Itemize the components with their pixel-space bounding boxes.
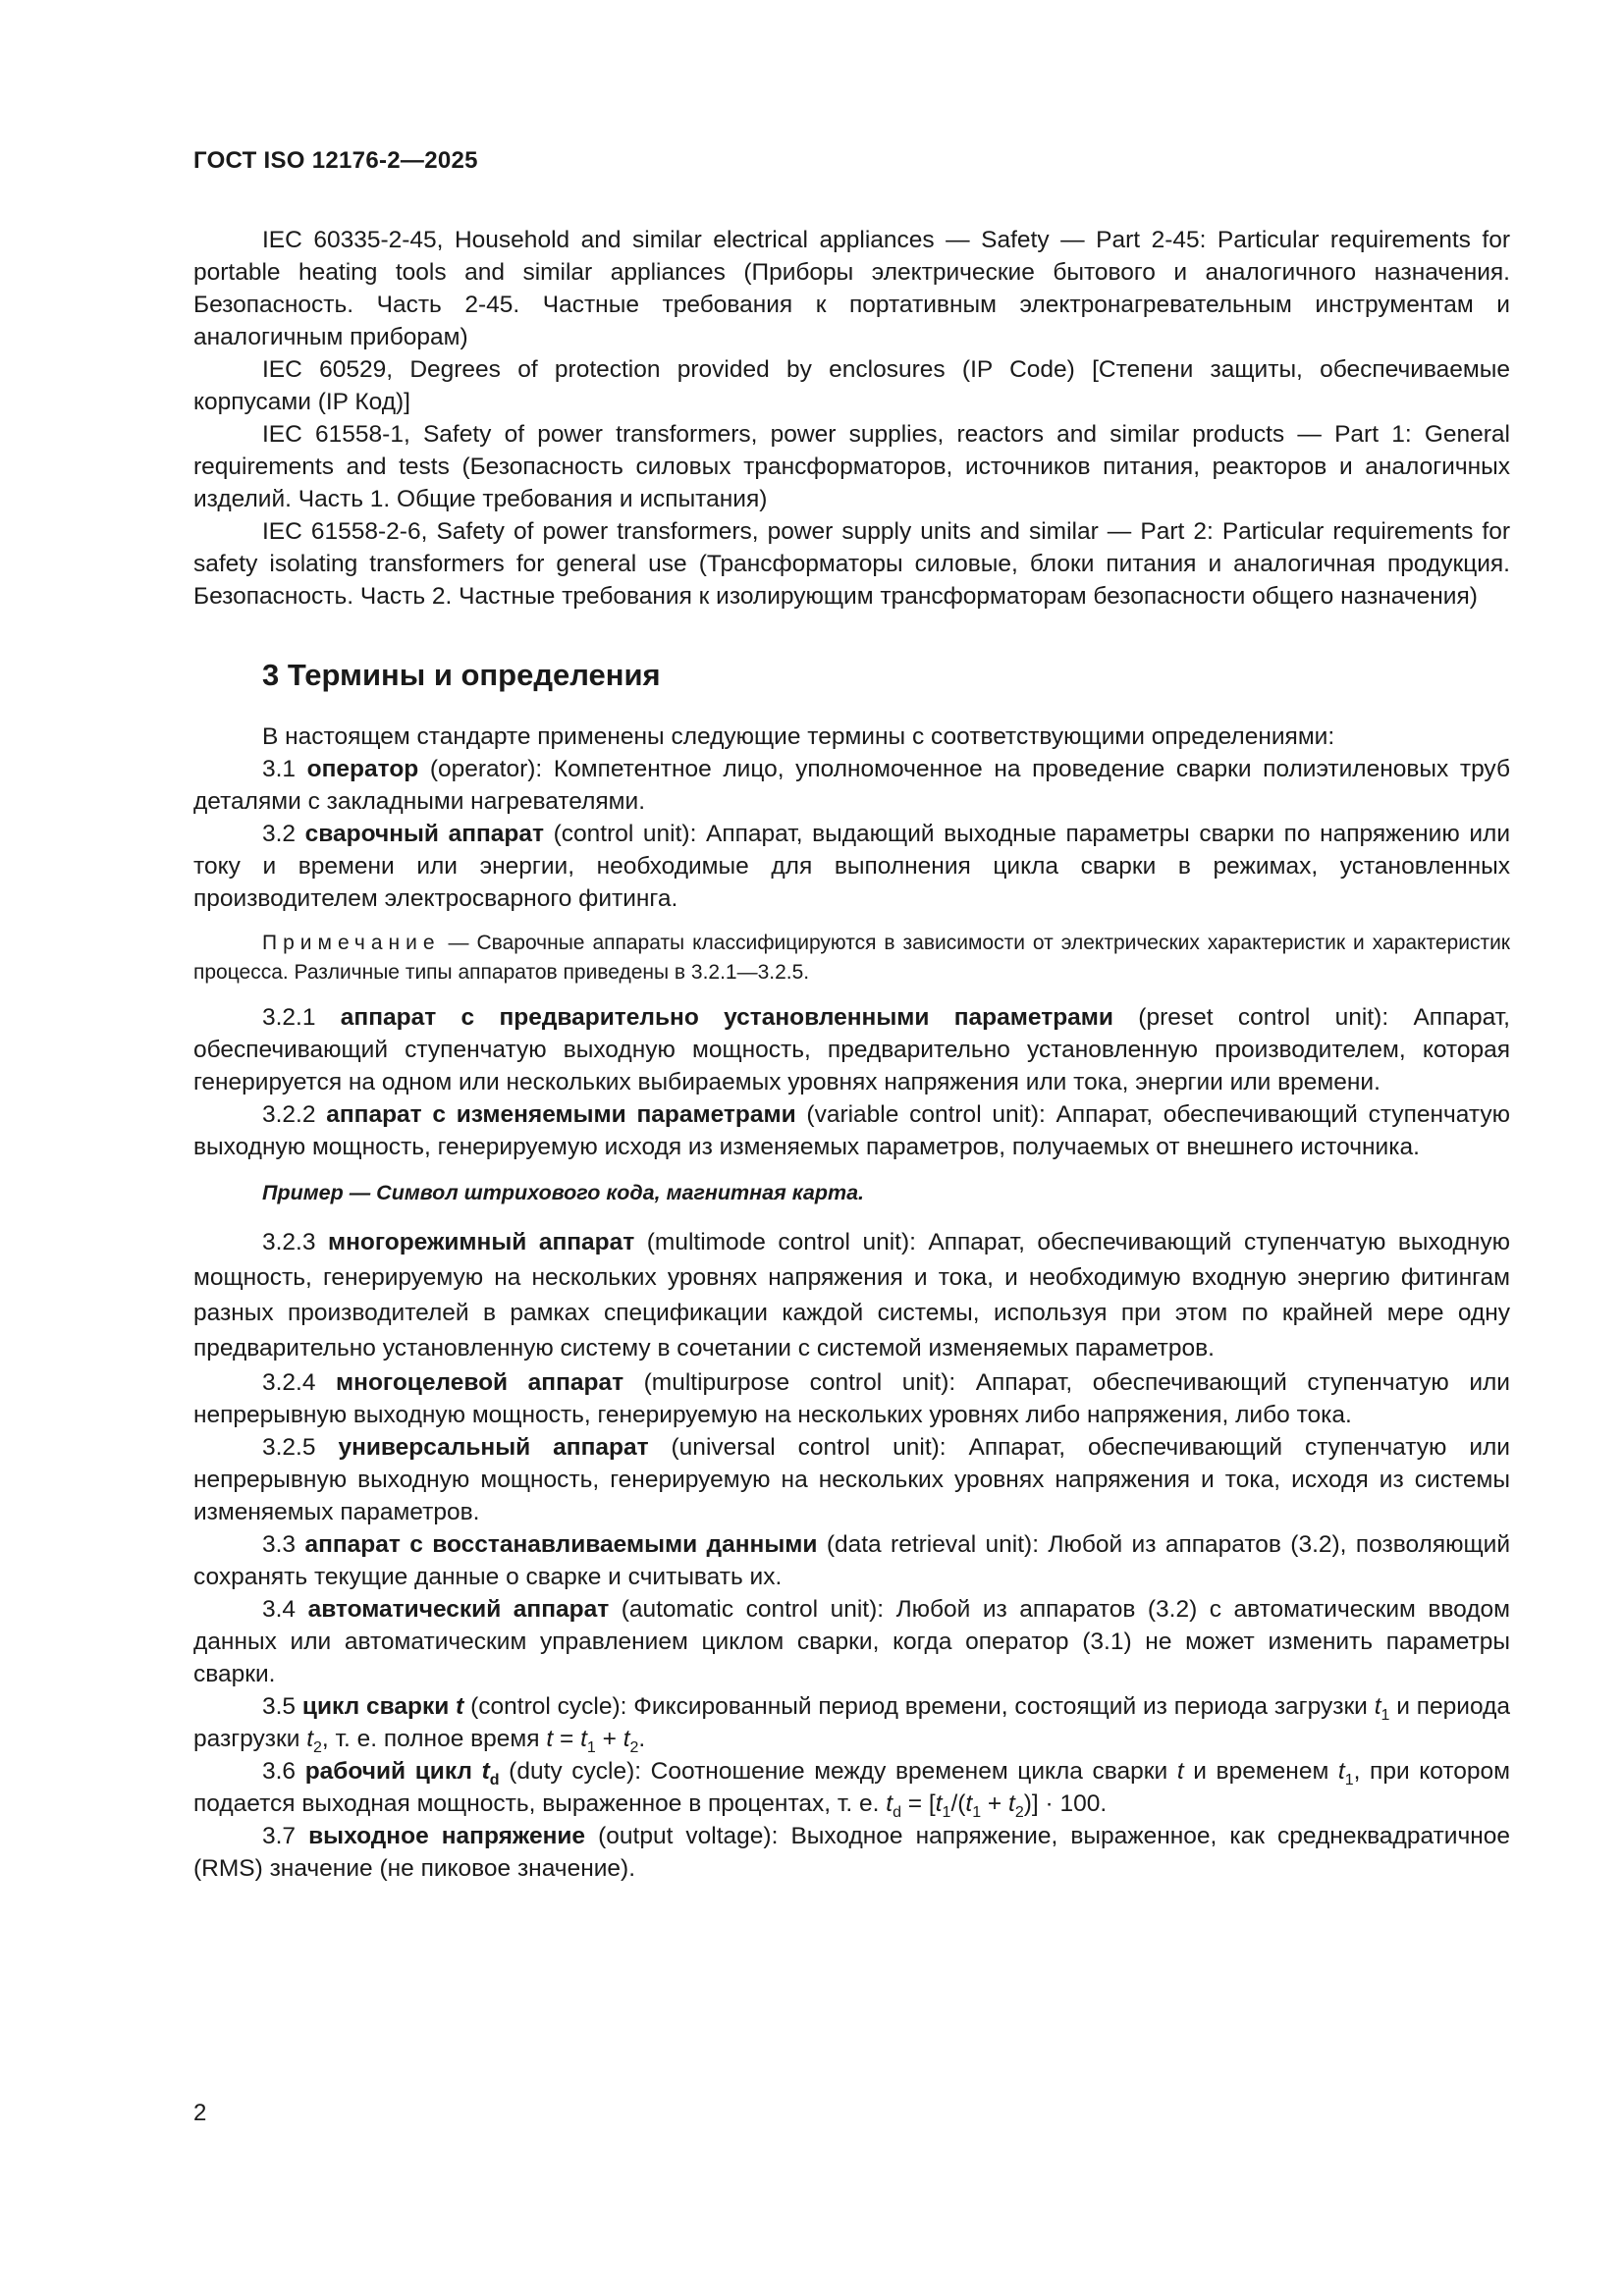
term-3-2-5 [193,1431,1510,1528]
term-number: 3.2.3 [262,1229,328,1255]
term-number: 3.1 [262,756,307,782]
term-number: 3.2 [262,821,305,847]
reference-item: IEC 61558-1, Safety of power transformers, power supplies, reactors and similar products — Part 1: General requirements and tests (Безопасность силовых трансформаторов, источников питания, реакторов и аналогичных изделий. Часть 1. Общие требования и испытания) [193,421,1510,512]
term-symbol: t [481,1758,490,1785]
term-name: цикл сварки [301,1693,457,1720]
term-3-2-4 [193,1366,1510,1431]
term-name: автоматический аппарат [307,1596,610,1623]
term-number: 3.4 [262,1596,308,1623]
term-number: 3.7 [262,1823,309,1849]
term-name: аппарат с предварительно установленными параметрами [340,1004,1113,1031]
term-definition: (universal control unit): Аппарат, обеспечивающий ступенчатую или непрерывную выходную мощность, генерируемую на нескольких уровнях напряжения и тока, исходя из системы изменяемых параметров. [193,1434,1510,1525]
term-3-2-3 [193,1225,1510,1366]
term-number: 3.2.1 [262,1004,341,1031]
term-definition: (automatic control unit): Любой из аппаратов (3.2) с автоматическим вводом данных или автоматическим управлением циклом сварки, когда оператор (3.1) не может изменить параметры сварки. [193,1596,1510,1687]
term-definition: (operator): Компетентное лицо, уполномоченное на проведение сварки полиэтиленовых труб деталями с закладными нагревателями. [193,756,1510,815]
term-number: 3.2.2 [262,1101,327,1128]
section-intro: В настоящем стандарте применены следующие термины с соответствующими определениями: [262,723,1335,750]
term-definition: (control unit): Аппарат, выдающий выходные параметры сварки по напряжению или току и времени или энергии, необходимые для выполнения цикла сварки в режимах, установленных производителем электросварного фитинга. [193,821,1511,912]
term-name: универсальный аппарат [338,1434,649,1461]
note-label: Примечание [262,932,441,954]
term-name: выходное напряжение [308,1823,586,1849]
term-definition: (data retrieval unit): Любой из аппаратов (3.2), позволяющий сохранять текущие данные о сварке и считывать их. [193,1531,1511,1590]
term-number: 3.3 [262,1531,305,1558]
page-number: 2 [193,2100,207,2126]
term-name: рабочий цикл [304,1758,482,1785]
reference-item: IEC 60335-2-45, Household and similar electrical appliances — Safety — Part 2-45: Particular requirements for portable heating tools and similar appliances (Приборы электрические бытового и аналогичного назначения. Безопасность. Часть 2-45. Частные требования к портативным электронагревательным инструментам и аналогичным приборам) [193,227,1510,350]
term-symbol: t [456,1693,464,1720]
term-definition: (output voltage): Выходное напряжение, выраженное, как среднеквадратичное (RMS) значение (не пиковое значение). [193,1823,1510,1882]
term-name: многоцелевой аппарат [336,1369,624,1396]
term-number: 3.2.4 [262,1369,337,1396]
section-title: 3 Термины и определения [262,658,661,692]
term-3-1 [193,753,1510,818]
note-text: — Сварочные аппараты классифицируются в зависимости от электрических характеристик и характеристик процесса. Различные типы аппаратов приведены в 3.2.1—3.2.5. [193,932,1510,984]
term-name: оператор [306,756,419,782]
term-3-7 [193,1820,1510,1885]
term-definition: (preset control unit): Аппарат, обеспечивающий ступенчатую выходную мощность, предварительно установленную производителем, которая генерируется на одном или нескольких выбираемых уровнях напряжения или тока, энергии или времени. [193,1004,1510,1095]
term-number: 3.2.5 [262,1434,339,1461]
term-3-2-2 [193,1098,1510,1163]
term-definition: (variable control unit): Аппарат, обеспечивающий ступенчатую выходную мощность, генерируемую исходя из изменяемых параметров, получаемых от внешнего источника. [193,1101,1510,1160]
term-3-2-1 [193,1001,1510,1098]
document-body [193,224,1510,1885]
reference-item: IEC 60529, Degrees of protection provided by enclosures (IP Code) [Степени защиты, обеспечиваемые корпусами (IP Код)] [193,356,1510,415]
term-name: сварочный аппарат [304,821,545,847]
term-3-5: 3.5 цикл сварки t (control cycle): Фиксированный период времени, состоящий из периода загрузки $t_1$ и периода разгрузки $t_2$, т. е. полное время $t = t_1 + t_2$. [193,1693,1511,1756]
term-3-2 [193,818,1510,915]
term-name: аппарат с восстанавливаемыми данными [304,1531,818,1558]
term-number: 3.6 [262,1758,305,1785]
term-3-4 [193,1593,1510,1690]
term-3-6: 3.6 рабочий цикл $t_d$ (duty cycle): Соотношение между временем цикла сварки t и временем $t_1$, при котором подается выходная мощность, выраженное в процентах, т. е. $t_d = [t_1/(t_1 + t_2)] \cdot 100$. [193,1758,1510,1821]
example: Пример — Символ штрихового кода, магнитная карта. [262,1181,865,1204]
term-name: многорежимный аппарат [327,1229,635,1255]
term-definition: (multipurpose control unit): Аппарат, обеспечивающий ступенчатую или непрерывную выходную мощность, генерируемую на нескольких уровнях либо напряжения, либо тока. [193,1369,1510,1428]
term-definition: (multimode control unit): Аппарат, обеспечивающий ступенчатую выходную мощность, генерируемую на нескольких уровнях напряжения и тока, и необходимую входную энергию фитингам разных производителей в рамках спецификации каждой системы, используя при этом по крайней мере одну предварительно установленную систему в сочетании с системой изменяемых параметров. [193,1229,1510,1362]
document-header: ГОСТ ISO 12176-2—2025 [193,147,478,174]
reference-item: IEC 61558-2-6, Safety of power transformers, power supply units and similar — Part 2: Particular requirements for safety isolating transformers for general use (Трансформаторы силовые, блоки питания и аналогичная продукция. Безопасность. Часть 2. Частные требования к изолирующим трансформаторам безопасности общего назначения) [193,518,1510,610]
term-name: аппарат с изменяемыми параметрами [326,1101,796,1128]
note [193,929,1510,988]
term-3-3 [193,1528,1510,1593]
term-number: 3.5 [262,1693,302,1720]
